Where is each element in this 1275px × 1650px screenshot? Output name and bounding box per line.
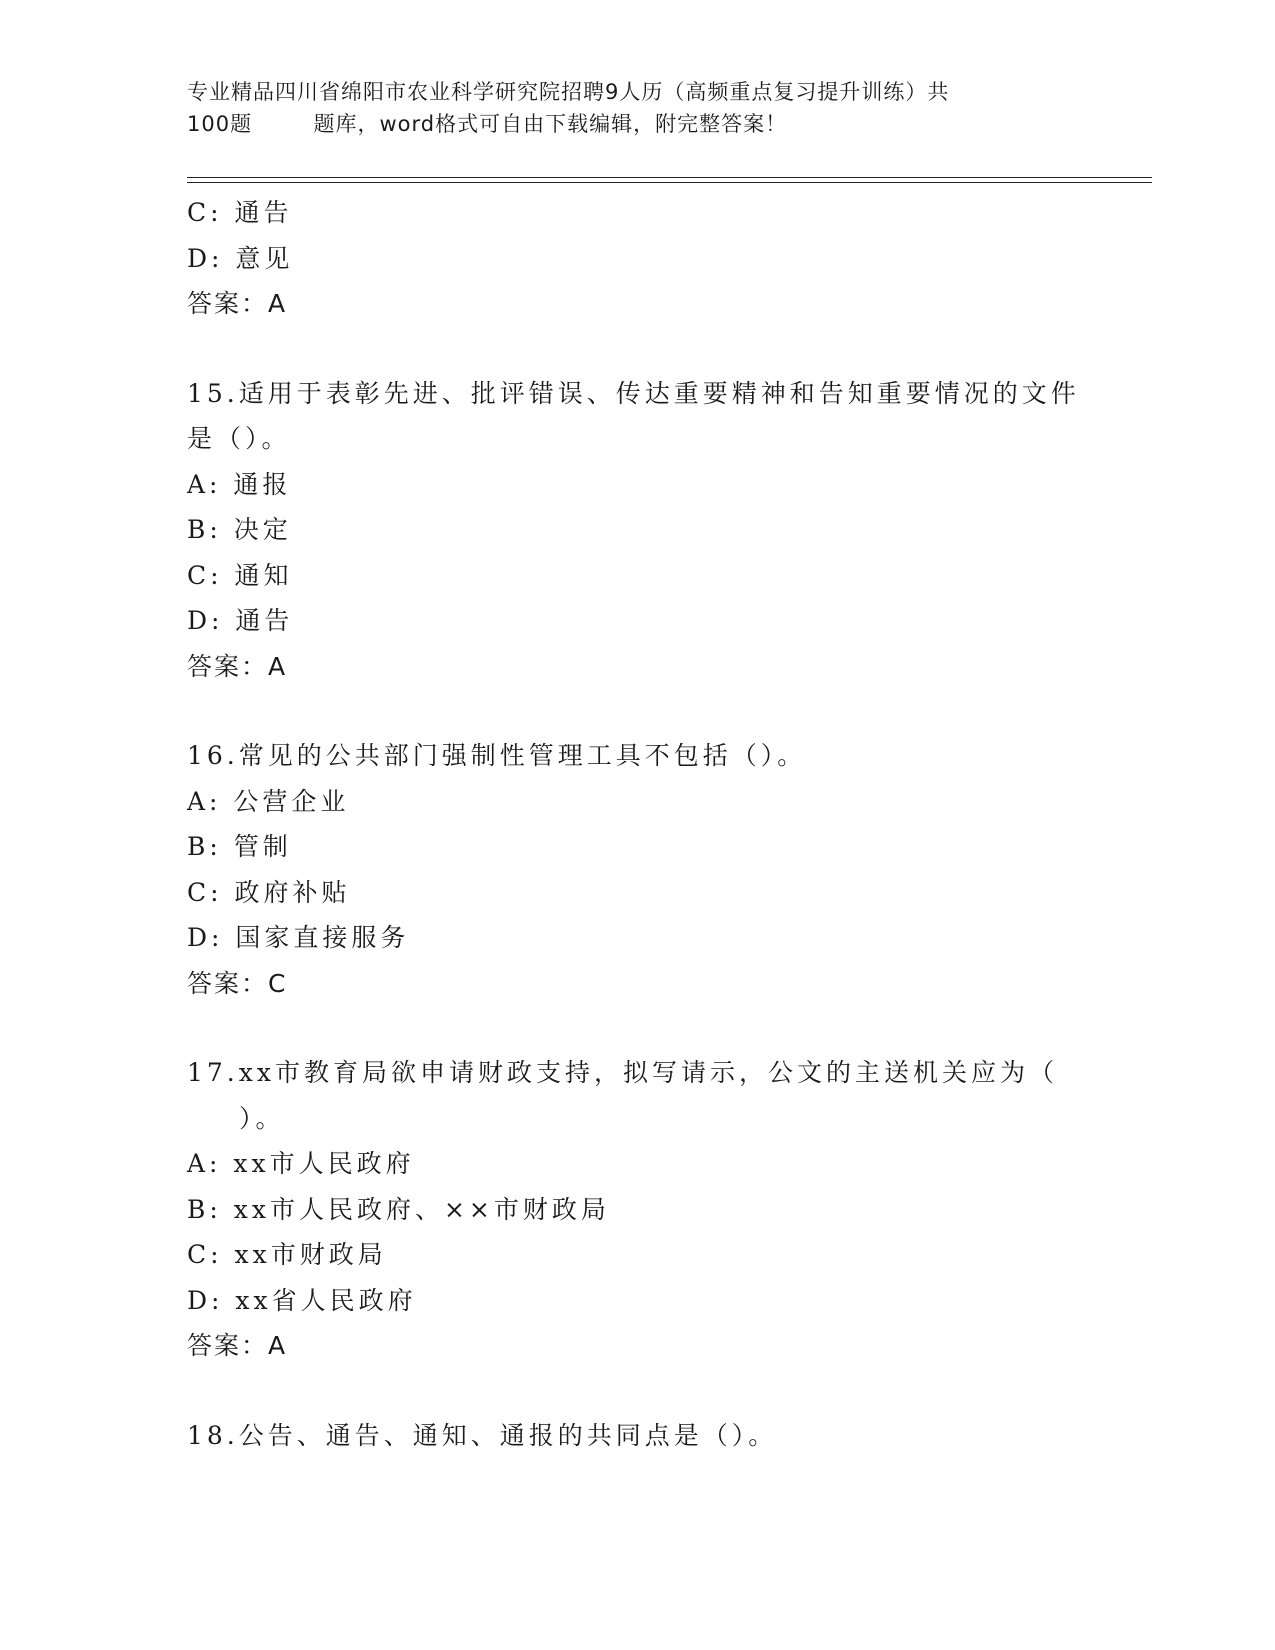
question-stem-continued: ）。 — [239, 1103, 285, 1133]
question-list — [187, 190, 1087, 1458]
option-a: A: xx市人民政府 — [187, 1149, 415, 1178]
question-spacer — [187, 327, 1087, 371]
option-b: B: 管制 — [187, 832, 292, 861]
answer-line: 答案：C — [187, 968, 288, 998]
header-divider-bottom — [187, 182, 1152, 183]
answer-line: 答案：A — [187, 289, 288, 318]
option-d: D: xx省人民政府 — [187, 1285, 417, 1315]
question-spacer — [187, 689, 1087, 733]
question-stem: 16.常见的公共部门强制性管理工具不包括（）。 — [187, 741, 807, 770]
question-stem: 18.公告、通告、通知、通报的共同点是（）。 — [187, 1420, 778, 1450]
header-divider-top — [187, 177, 1152, 178]
option-b: B: xx市人民政府、××市财政局 — [187, 1194, 610, 1224]
page-header — [187, 76, 1107, 140]
option-d: D: 国家直接服务 — [187, 923, 410, 952]
header-title-line1: 专业精品四川省绵阳市农业科学研究院招聘9人历（高频重点复习提升训练）共 — [187, 80, 950, 104]
option-c: C: 政府补贴 — [187, 877, 351, 907]
header-title-line2: 100题 题库，word格式可自由下载编辑，附完整答案！ — [187, 112, 788, 136]
question-stem: 15.适用于表彰先进、批评错误、传达重要精神和告知重要情况的文件 — [187, 378, 1080, 408]
option-a: A: 公营企业 — [187, 786, 350, 816]
question-spacer — [187, 1006, 1087, 1050]
answer-line: 答案：A — [187, 1331, 288, 1360]
option-c: C: 通告 — [187, 198, 293, 227]
question-17 — [187, 1050, 1087, 1369]
question-15 — [187, 371, 1087, 690]
option-c: C: 通知 — [187, 560, 293, 590]
option-c: C: xx市财政局 — [187, 1240, 387, 1269]
question-spacer — [187, 1369, 1087, 1413]
question-stem: 17.xx市教育局欲申请财政支持，拟写请示，公文的主送机关应为（ — [187, 1058, 1058, 1087]
answer-line: 答案：A — [187, 651, 288, 681]
question-18 — [187, 1413, 1087, 1459]
option-a: A: 通报 — [187, 469, 292, 499]
question-stem-continued: 是（）。 — [187, 424, 291, 453]
question-14-tail — [187, 190, 1087, 327]
option-d: D: 通告 — [187, 606, 294, 635]
option-d: D: 意见 — [187, 243, 294, 273]
question-16 — [187, 733, 1087, 1006]
option-b: B: 决定 — [187, 515, 292, 544]
